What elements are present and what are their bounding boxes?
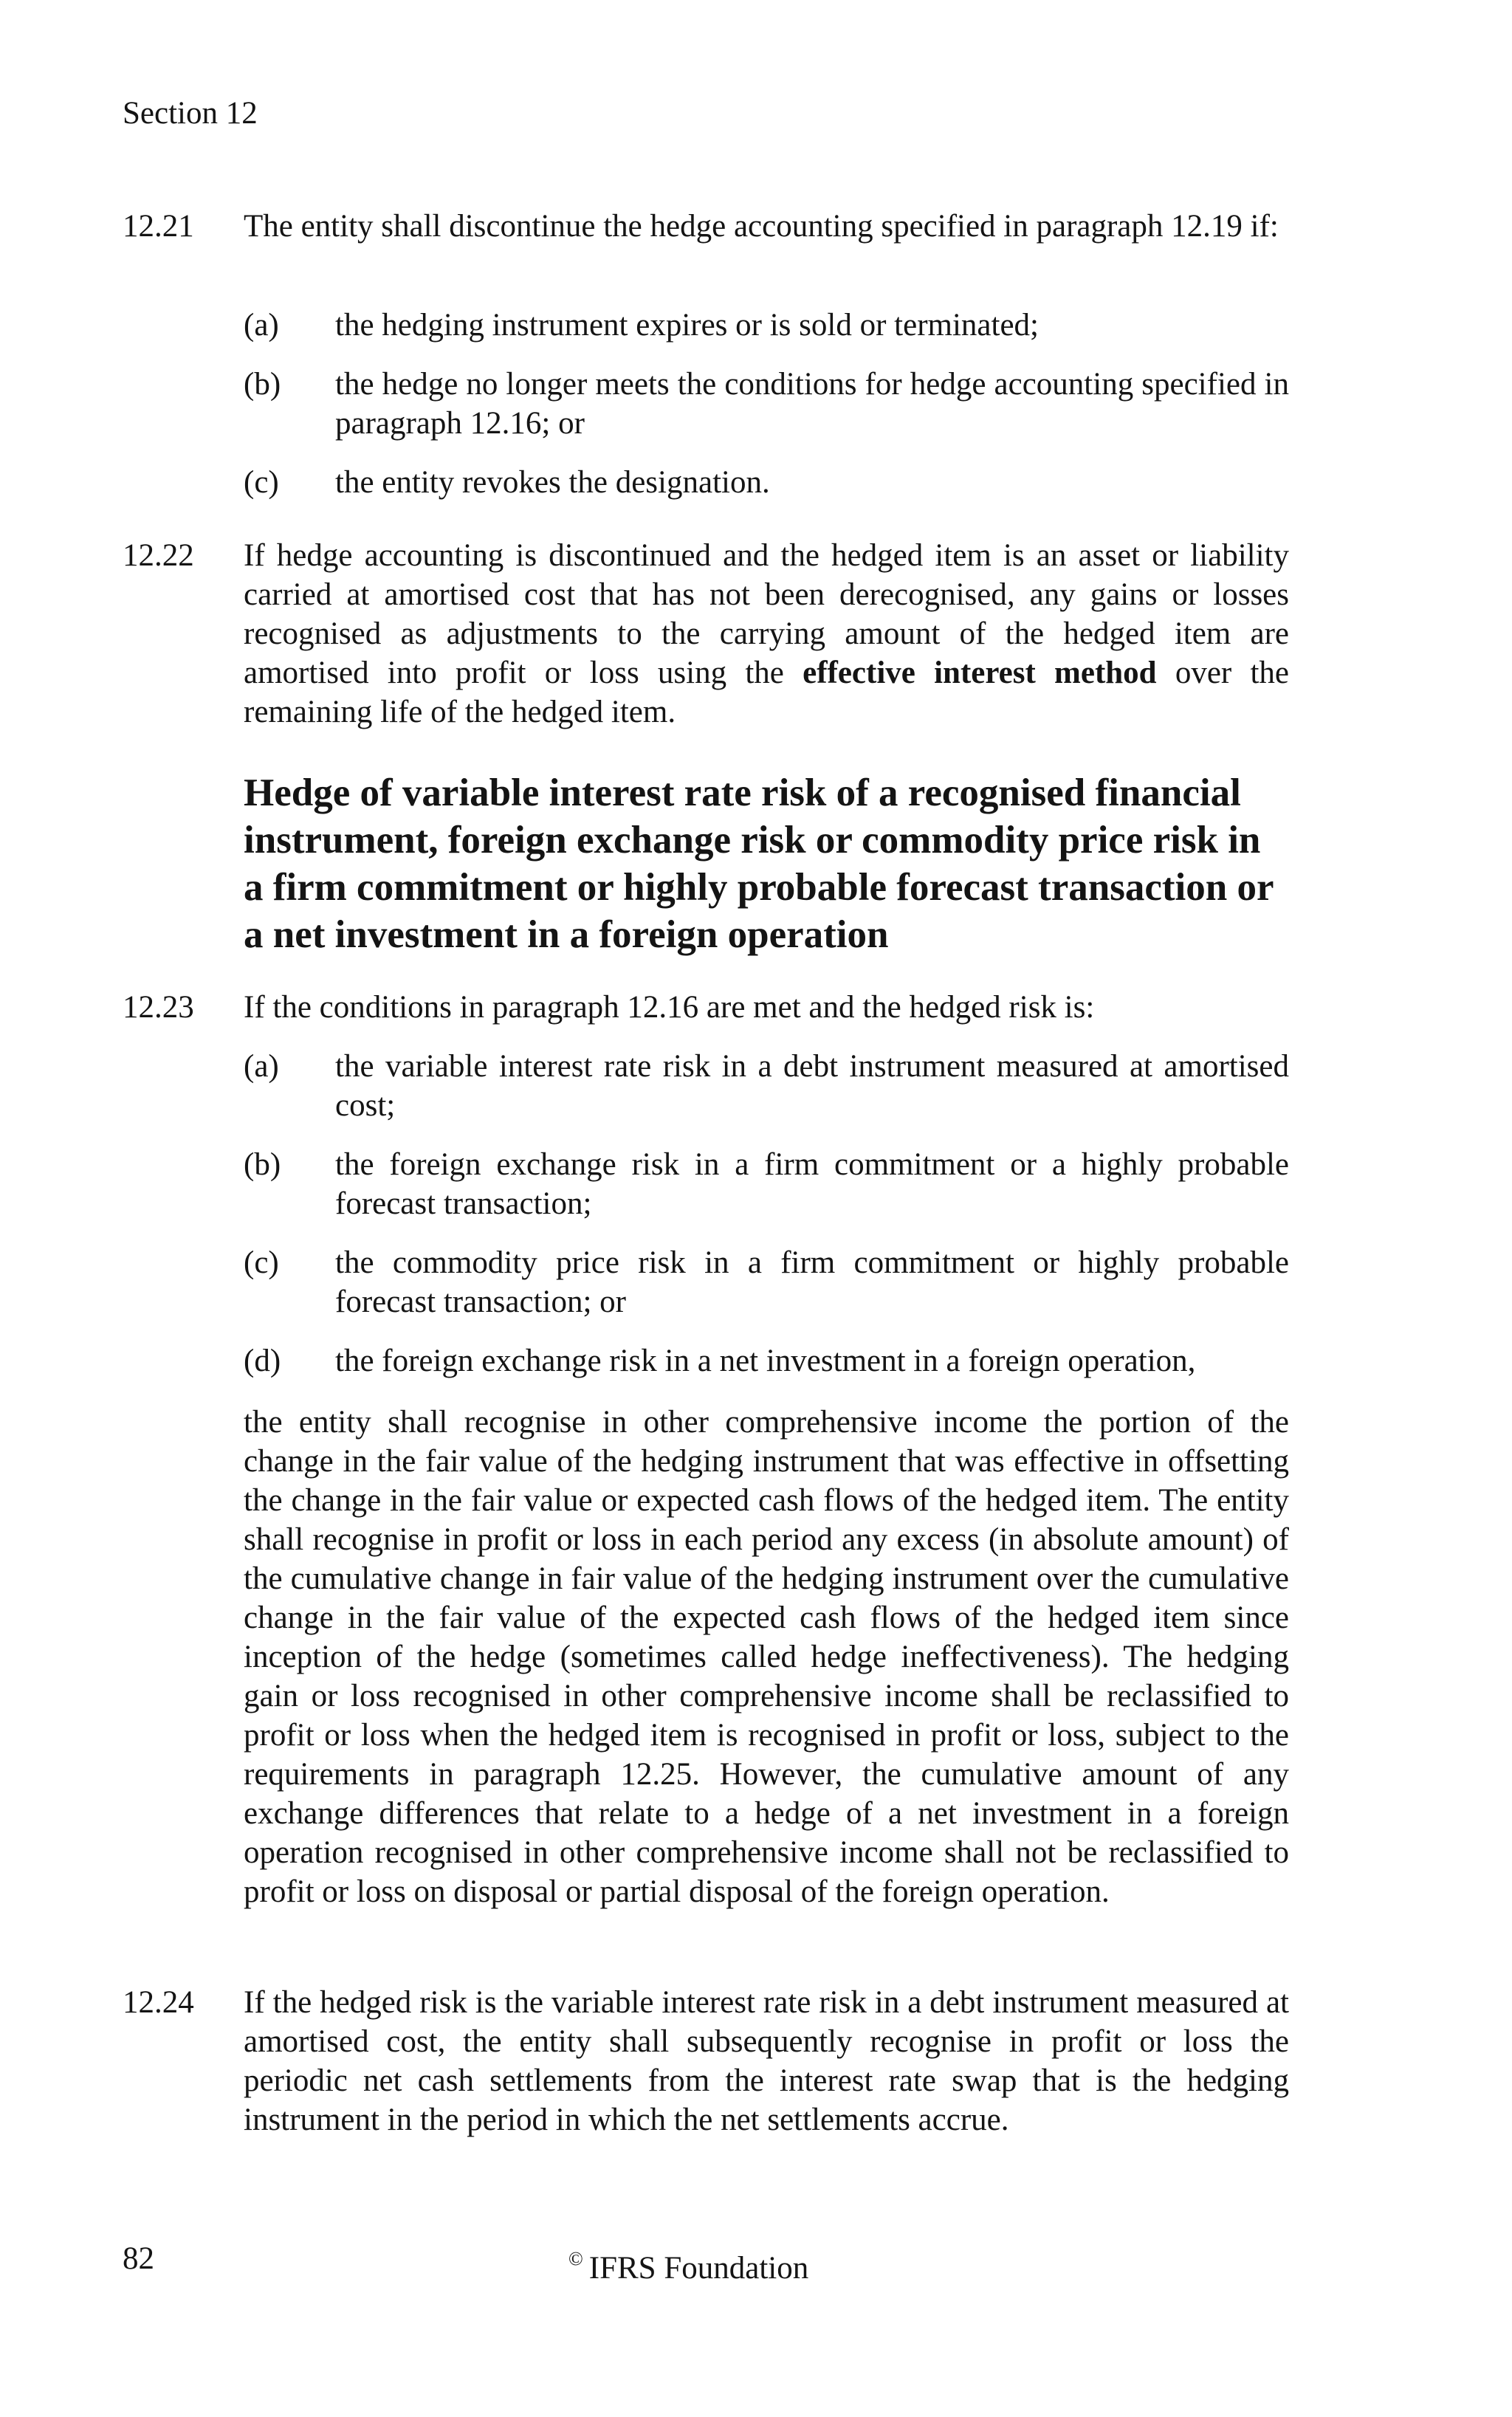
paragraph-12-24 [123, 1983, 1289, 2139]
list-item [244, 463, 1289, 502]
list-item-text: the hedging instrument expires or is sold or terminated; [335, 308, 1039, 343]
list-item-text: the foreign exchange risk in a net investment in a foreign operation, [335, 1344, 1196, 1378]
list-item-text: the foreign exchange risk in a firm commitment or a highly probable forecast transaction; [335, 1147, 1289, 1221]
text-segment: over the remaining life of the hedged item. [244, 656, 1290, 729]
paragraph-12-22 [123, 536, 1289, 732]
list-item-text: the variable interest rate risk in a debt instrument measured at amortised cost; [335, 1049, 1289, 1123]
list-item [244, 1243, 1289, 1321]
paragraph-12-23 [123, 988, 1289, 1027]
copyright-symbol: © [568, 2248, 583, 2269]
paragraph-text: If the conditions in paragraph 12.16 are met and the hedged risk is: [244, 990, 1095, 1025]
paragraph-text: The entity shall discontinue the hedge accounting specified in paragraph 12.19 if: [244, 209, 1279, 244]
text-segment: If hedge accounting is discontinued and the hedged item is an asset or liability carried at amortised cost that has not been derecognised, any gains or losses recognised as adjustments to the carrying amount of the hedged item are amortised into profit or loss using the [244, 538, 1289, 690]
list-item-text: the entity revokes the designation. [335, 465, 770, 500]
paragraph-number: 12.22 [123, 538, 194, 573]
list-item [244, 306, 1289, 345]
list-item-label: (c) [244, 1245, 279, 1280]
list-item-text: the hedge no longer meets the conditions for hedge accounting specified in paragraph 12.16; or [335, 367, 1289, 441]
list-item-label: (b) [244, 367, 281, 402]
section-heading: Hedge of variable interest rate risk of a recognised financial instrument, foreign exchange risk or commodity price risk in a firm commitment or highly probable forecast transaction or a net investment in a foreign operation [244, 771, 1274, 956]
paragraph-12-23-continuation: the entity shall recognise in other comprehensive income the portion of the change in the fair value of the hedging instrument that was effective in offsetting the change in the fair value or expected cash flows of the hedged item. The entity shall recognise in profit or loss in each period any excess (in absolute amount) of the cumulative change in fair value of the hedging instrument over the cumulative change in the fair value of the expected cash flows of the hedged item since inception of the hedge (sometimes called hedge ineffectiveness). The hedging gain or loss recognised in other comprehensive income shall be reclassified to profit or loss when the hedged item is recognised in profit or loss, subject to the requirements in paragraph 12.25. However, the cumulative amount of any exchange differences that relate to a hedge of a net investment in a foreign operation recognised in other comprehensive income shall not be reclassified to profit or loss on disposal or partial disposal of the foreign operation. [244, 1405, 1289, 1909]
list-item [244, 1145, 1289, 1223]
paragraph-number: 12.21 [123, 209, 194, 244]
list-item [244, 1341, 1289, 1381]
copyright-notice [568, 2240, 808, 2288]
paragraph-text [244, 536, 1289, 732]
defined-term: effective interest method [803, 656, 1157, 690]
list-item [244, 1047, 1289, 1125]
list-item-label: (a) [244, 1049, 279, 1084]
list-item-label: (a) [244, 308, 279, 343]
running-header: Section 12 [123, 96, 258, 131]
paragraph-12-21 [123, 207, 1289, 246]
list-item-label: (b) [244, 1147, 281, 1182]
paragraph-text: If the hedged risk is the variable interest rate risk in a debt instrument measured at amortised cost, the entity shall subsequently recognise in profit or loss the periodic net cash settlements from the interest rate swap that is the hedging instrument in the period in which the net settlements accrue. [244, 1985, 1289, 2137]
paragraph-number: 12.23 [123, 990, 194, 1025]
page-number: 82 [123, 2241, 154, 2276]
list-item [244, 365, 1289, 443]
list-item-text: the commodity price risk in a firm commitment or highly probable forecast transaction; or [335, 1245, 1289, 1319]
list-12-23 [244, 1047, 1289, 1400]
list-item-label: (c) [244, 465, 279, 500]
list-12-21 [244, 306, 1289, 522]
list-item-label: (d) [244, 1344, 281, 1378]
paragraph-number: 12.24 [123, 1985, 194, 2020]
copyright-text: IFRS Foundation [588, 2251, 809, 2286]
